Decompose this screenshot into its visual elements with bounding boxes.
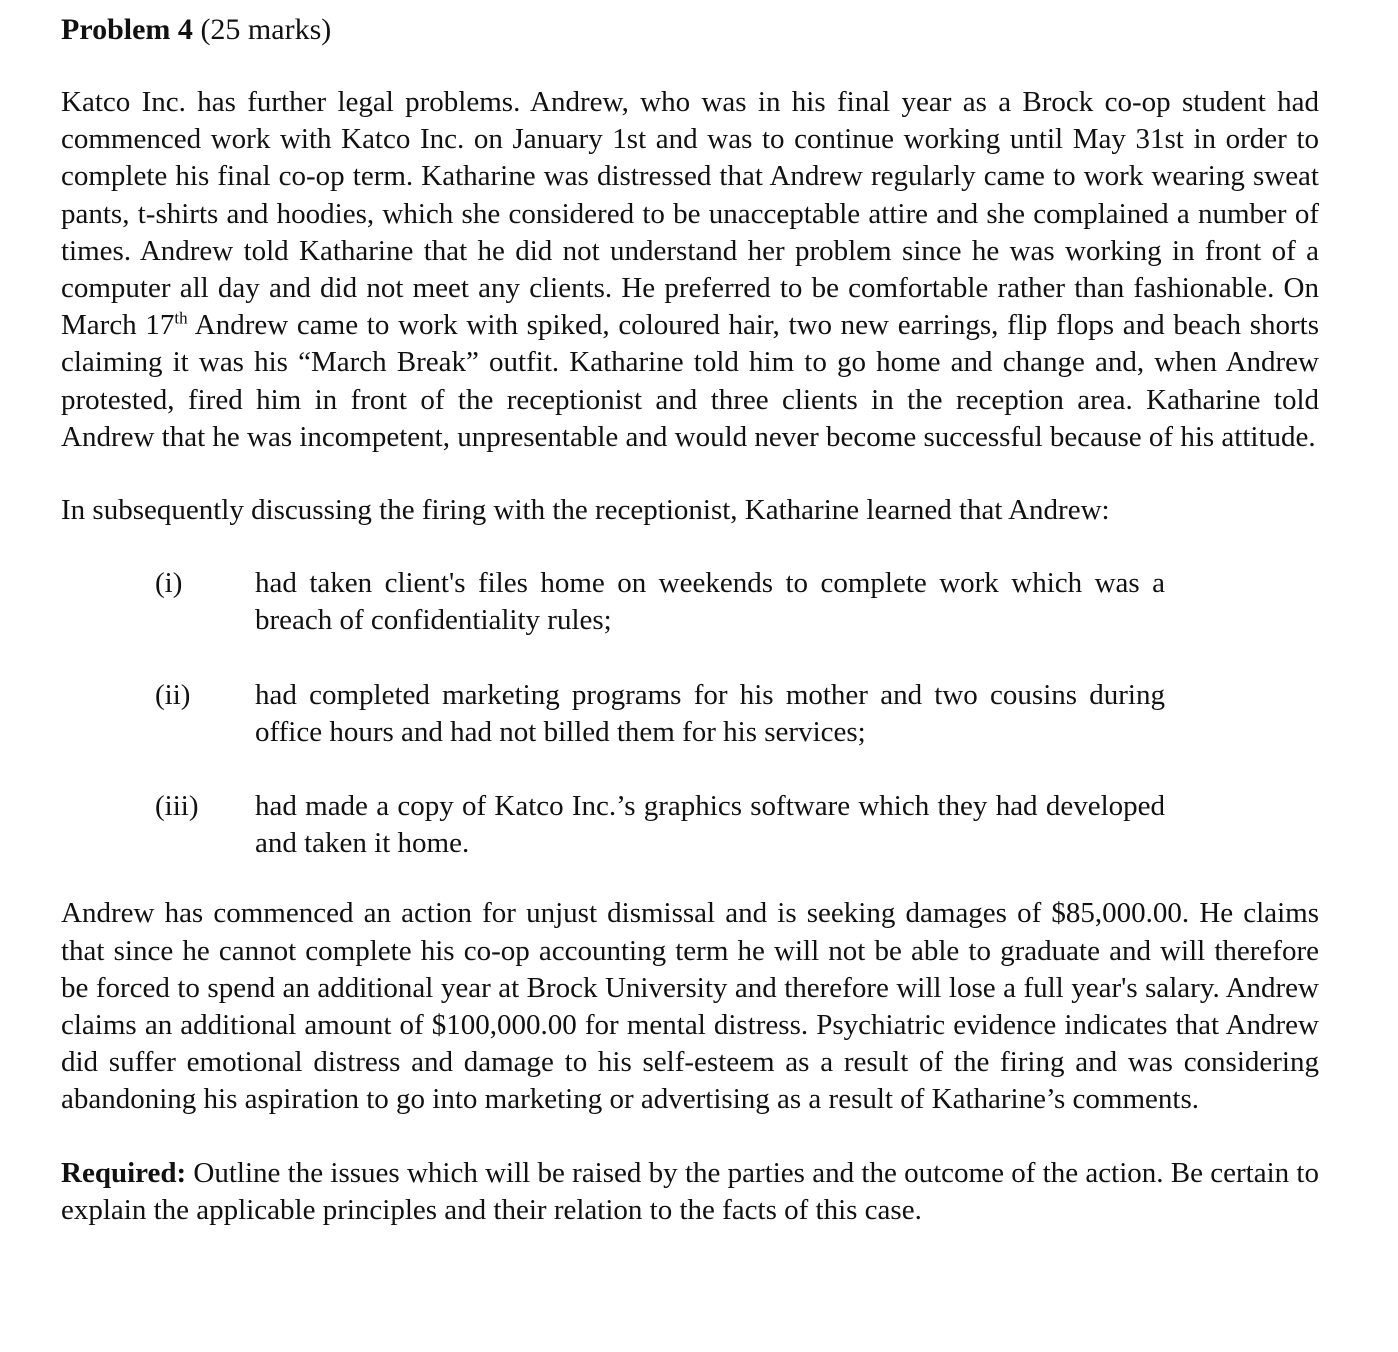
problem-marks: (25 marks): [200, 13, 332, 46]
list-item: [155, 788, 1165, 862]
intro-text-part2: Andrew came to work with spiked, coloured hair, two new earrings, flip flops and beach shorts claiming it was his “March Break” outfit. Katharine told him to go home and change and, when Andrew protested, fired him in front of the receptionist and three clients in the reception area. Katharine told Andrew that he was incompetent, unpresentable and would never become successful because of his attitude.: [61, 309, 1320, 453]
required-label: Required:: [61, 1156, 187, 1189]
list-item: [155, 565, 1165, 639]
required-text: Outline the issues which will be raised by the parties and the outcome of the action. Be certain to explain the applicable principles and their relation to the facts of this case.: [61, 1156, 1319, 1226]
required-paragraph: [61, 1155, 1319, 1229]
list-item: [155, 677, 1165, 751]
problem-heading: [61, 10, 1319, 50]
list-item-text: had completed marketing programs for his mother and two cousins during office hours and had not billed them for his services;: [255, 678, 1165, 748]
document-page: [61, 10, 1319, 1229]
claim-paragraph: Andrew has commenced an action for unjust dismissal and is seeking damages of $85,000.00. He claims that since he cannot complete his co-op accounting term he will not be able to graduate and will therefore be forced to spend an additional year at Brock University and therefore will lose a full year's salary. Andrew claims an additional amount of $100,000.00 for mental distress. Psychiatric evidence indicates that Andrew did suffer emotional distress and damage to his self-esteem as a result of the firing and was considering abandoning his aspiration to go into marketing or advertising as a result of Katharine’s comments.: [61, 897, 1319, 1116]
intro-paragraph: [61, 84, 1319, 456]
list-item-text: had made a copy of Katco Inc.’s graphics software which they had developed and taken it home.: [255, 790, 1165, 860]
lead-in-paragraph: In subsequently discussing the firing with the receptionist, Katharine learned that Andrew:: [61, 494, 1110, 527]
intro-text-part1: Katco Inc. has further legal problems. Andrew, who was in his final year as a Brock co-op student had commenced work with Katco Inc. on January 1st and was to continue working until May 31st in order to complete his final co-op term. Katharine was distressed that Andrew regularly came to work wearing sweat pants, t-shirts and hoodies, which she considered to be unacceptable attire and she complained a number of times. Andrew told Katharine that he did not understand her problem since he was working in front of a computer all day and did not meet any clients. He preferred to be comfortable rather than fashionable. On March 17: [61, 86, 1319, 342]
list-item-number: (i): [155, 567, 183, 600]
list-item-number: (ii): [155, 678, 191, 711]
list-item-text: had taken client's files home on weekends to complete work which was a breach of confidentiality rules;: [255, 567, 1165, 637]
intro-superscript: th: [174, 308, 188, 328]
list-item-number: (iii): [155, 790, 199, 823]
problem-title: Problem 4: [61, 13, 193, 46]
